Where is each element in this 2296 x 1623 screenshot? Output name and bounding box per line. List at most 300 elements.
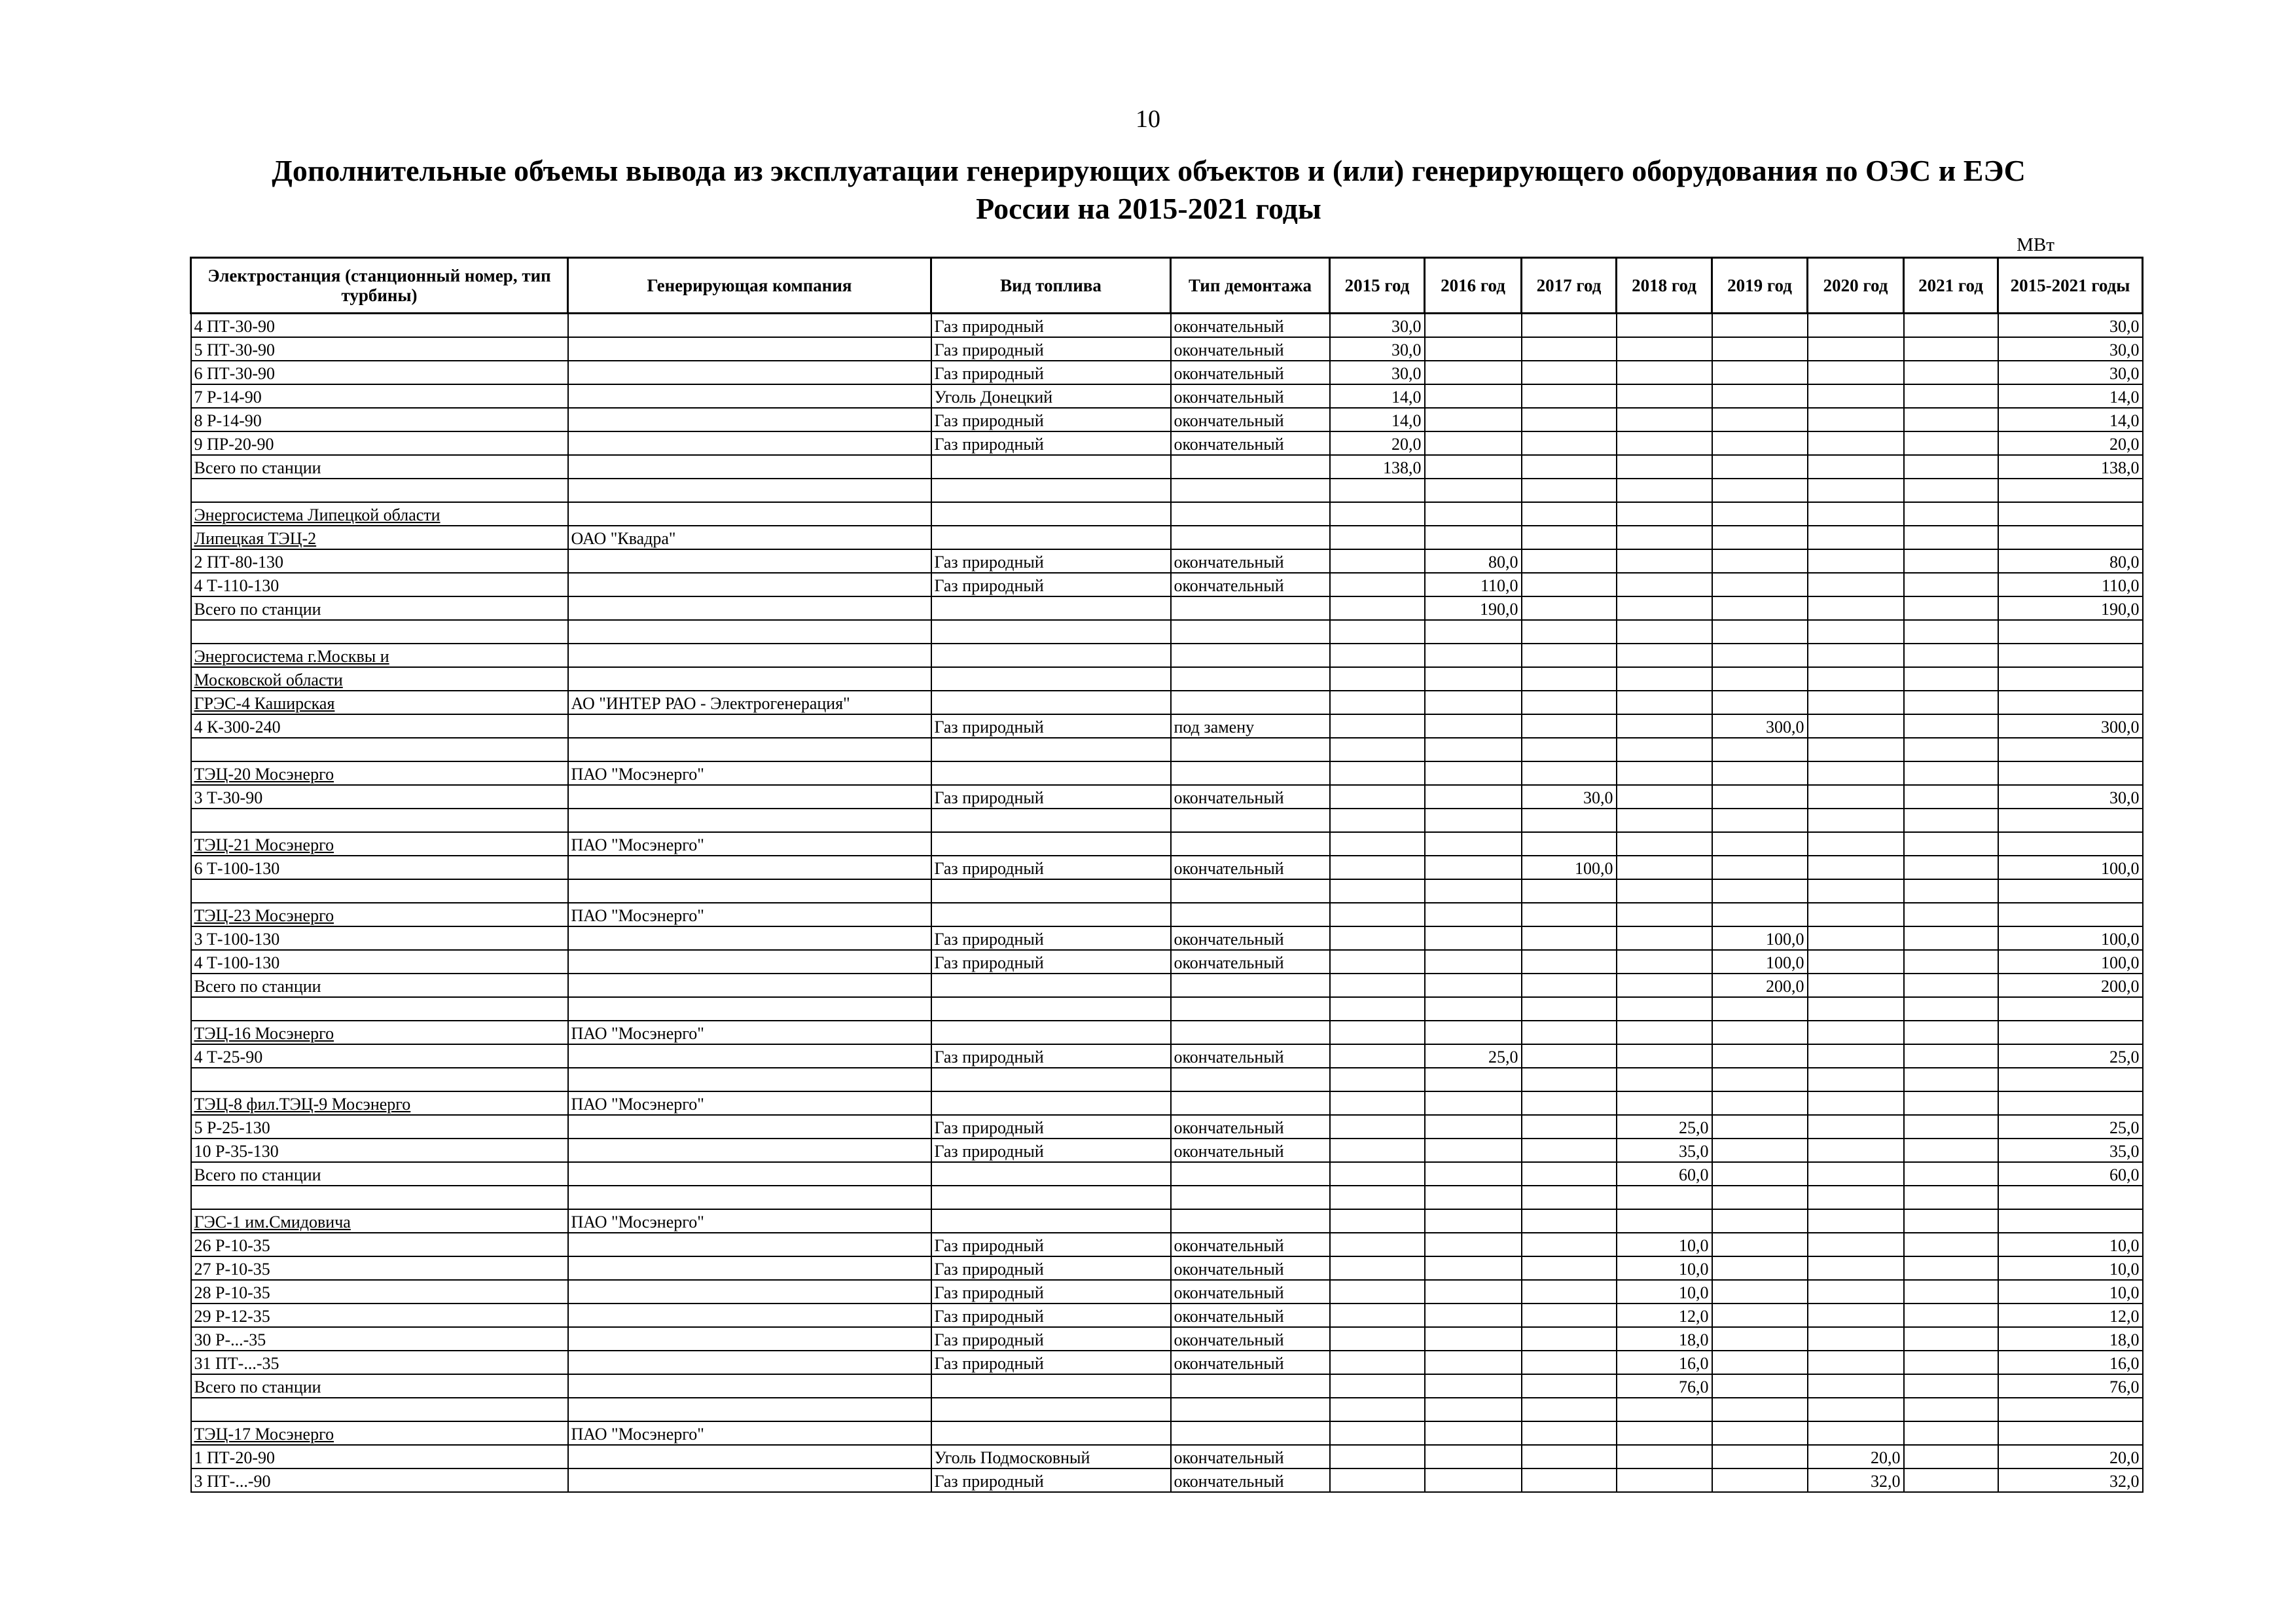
table-row: [191, 997, 2143, 1021]
cell-y2019: [1712, 337, 1808, 361]
cell-y2016: [1425, 337, 1522, 361]
cell-dismantle: окончательный: [1171, 926, 1330, 950]
cell-y2018: [1617, 1021, 1712, 1044]
cell-fuel: Уголь Подмосковный: [931, 1445, 1171, 1468]
cell-y2020: [1808, 1209, 1904, 1233]
cell-y2020: [1808, 1256, 1904, 1280]
cell-y2016: [1425, 1139, 1522, 1162]
cell-total: 30,0: [1998, 314, 2143, 338]
cell-total: 25,0: [1998, 1044, 2143, 1068]
cell-fuel: Газ природный: [931, 950, 1171, 974]
cell-y2019: [1712, 903, 1808, 926]
cell-y2015: [1330, 1445, 1425, 1468]
cell-y2017: [1522, 1421, 1617, 1445]
unit-label: МВт: [2017, 234, 2054, 255]
cell-y2020: [1808, 1115, 1904, 1139]
cell-dismantle: окончательный: [1171, 431, 1330, 455]
cell-y2015: [1330, 1421, 1425, 1445]
cell-y2015: [1330, 596, 1425, 620]
cell-y2016: [1425, 431, 1522, 455]
cell-y2016: [1425, 361, 1522, 384]
cell-y2017: [1522, 950, 1617, 974]
cell-company: [568, 549, 931, 573]
cell-company: [568, 1256, 931, 1280]
cell-y2020: [1808, 1186, 1904, 1209]
cell-y2018: [1617, 314, 1712, 338]
cell-y2015: [1330, 502, 1425, 526]
table-row: [191, 1139, 2143, 1162]
cell-y2017: [1522, 1115, 1617, 1139]
cell-station: [191, 738, 568, 761]
cell-y2016: [1425, 479, 1522, 502]
cell-y2021: [1904, 1445, 1998, 1468]
cell-y2017: [1522, 1021, 1617, 1044]
cell-y2019: [1712, 879, 1808, 903]
table-row: [191, 408, 2143, 431]
cell-station: ТЭЦ-17 Мосэнерго: [191, 1421, 568, 1445]
cell-fuel: Газ природный: [931, 714, 1171, 738]
cell-y2016: [1425, 667, 1522, 691]
cell-total: 10,0: [1998, 1256, 2143, 1280]
cell-y2017: [1522, 361, 1617, 384]
cell-y2016: [1425, 1421, 1522, 1445]
cell-y2021: [1904, 549, 1998, 573]
cell-station: Всего по станции: [191, 1374, 568, 1398]
cell-y2020: [1808, 785, 1904, 809]
cell-dismantle: окончательный: [1171, 1233, 1330, 1256]
cell-y2021: [1904, 761, 1998, 785]
cell-station: Энергосистема Липецкой области: [191, 502, 568, 526]
cell-dismantle: окончательный: [1171, 1327, 1330, 1351]
cell-y2019: [1712, 809, 1808, 832]
cell-y2020: [1808, 644, 1904, 667]
cell-y2020: [1808, 384, 1904, 408]
cell-y2015: [1330, 761, 1425, 785]
cell-fuel: [931, 596, 1171, 620]
cell-station: [191, 620, 568, 644]
cell-y2016: [1425, 926, 1522, 950]
cell-y2016: [1425, 950, 1522, 974]
cell-dismantle: [1171, 1398, 1330, 1421]
cell-y2015: [1330, 1398, 1425, 1421]
cell-company: [568, 926, 931, 950]
cell-y2018: [1617, 479, 1712, 502]
cell-y2019: [1712, 384, 1808, 408]
table-row: [191, 1374, 2143, 1398]
table-row: [191, 644, 2143, 667]
cell-y2020: [1808, 408, 1904, 431]
col-header-2015: 2015 год: [1330, 258, 1425, 314]
cell-y2019: [1712, 1162, 1808, 1186]
cell-station: Всего по станции: [191, 974, 568, 997]
cell-company: [568, 596, 931, 620]
cell-fuel: [931, 809, 1171, 832]
cell-y2021: [1904, 997, 1998, 1021]
cell-y2017: [1522, 809, 1617, 832]
cell-total: 138,0: [1998, 455, 2143, 479]
cell-y2021: [1904, 644, 1998, 667]
cell-total: [1998, 644, 2143, 667]
cell-y2017: [1522, 926, 1617, 950]
cell-y2016: [1425, 1351, 1522, 1374]
table-row: [191, 1280, 2143, 1304]
cell-company: [568, 1374, 931, 1398]
cell-total: [1998, 1421, 2143, 1445]
table-row: [191, 714, 2143, 738]
cell-station: 7 Р-14-90: [191, 384, 568, 408]
cell-y2018: [1617, 1044, 1712, 1068]
cell-y2020: [1808, 1327, 1904, 1351]
table-row: [191, 1233, 2143, 1256]
cell-y2016: [1425, 1374, 1522, 1398]
cell-fuel: [931, 620, 1171, 644]
cell-y2021: [1904, 479, 1998, 502]
cell-y2017: [1522, 384, 1617, 408]
table-row: [191, 667, 2143, 691]
cell-y2015: [1330, 1209, 1425, 1233]
cell-fuel: [931, 502, 1171, 526]
cell-fuel: [931, 1162, 1171, 1186]
cell-y2021: [1904, 1398, 1998, 1421]
cell-y2019: [1712, 1233, 1808, 1256]
cell-y2016: [1425, 1115, 1522, 1139]
table-row: [191, 1327, 2143, 1351]
cell-y2017: [1522, 691, 1617, 714]
cell-company: ПАО "Мосэнерго": [568, 903, 931, 926]
cell-y2019: [1712, 1256, 1808, 1280]
cell-y2015: [1330, 1280, 1425, 1304]
cell-y2020: [1808, 1421, 1904, 1445]
cell-y2017: [1522, 1162, 1617, 1186]
cell-company: [568, 1280, 931, 1304]
cell-y2020: [1808, 573, 1904, 596]
cell-y2019: [1712, 1327, 1808, 1351]
cell-company: [568, 974, 931, 997]
cell-station: 4 Т-110-130: [191, 573, 568, 596]
cell-total: 35,0: [1998, 1139, 2143, 1162]
cell-y2020: [1808, 761, 1904, 785]
cell-y2018: [1617, 502, 1712, 526]
cell-fuel: Газ природный: [931, 549, 1171, 573]
cell-y2019: 200,0: [1712, 974, 1808, 997]
cell-y2017: [1522, 1233, 1617, 1256]
cell-company: [568, 1351, 931, 1374]
cell-station: 5 Р-25-130: [191, 1115, 568, 1139]
table-row: [191, 691, 2143, 714]
cell-company: [568, 431, 931, 455]
cell-company: [568, 809, 931, 832]
cell-dismantle: окончательный: [1171, 361, 1330, 384]
cell-y2021: [1904, 1468, 1998, 1492]
cell-company: [568, 337, 931, 361]
cell-y2021: [1904, 596, 1998, 620]
cell-y2019: [1712, 1280, 1808, 1304]
cell-total: [1998, 620, 2143, 644]
table-row: [191, 1186, 2143, 1209]
cell-total: 25,0: [1998, 1115, 2143, 1139]
cell-y2018: [1617, 573, 1712, 596]
cell-y2019: [1712, 1044, 1808, 1068]
cell-station: Энергосистема г.Москвы и: [191, 644, 568, 667]
cell-fuel: Газ природный: [931, 785, 1171, 809]
cell-y2015: [1330, 738, 1425, 761]
cell-y2015: [1330, 1091, 1425, 1115]
cell-dismantle: [1171, 974, 1330, 997]
cell-company: [568, 1139, 931, 1162]
cell-y2019: [1712, 596, 1808, 620]
cell-fuel: [931, 455, 1171, 479]
col-header-station: Электростанция (станционный номер, тип турбины): [191, 258, 568, 314]
cell-y2021: [1904, 1256, 1998, 1280]
cell-y2019: [1712, 1398, 1808, 1421]
cell-y2021: [1904, 691, 1998, 714]
table-row: [191, 974, 2143, 997]
cell-y2017: [1522, 1091, 1617, 1115]
cell-y2015: [1330, 1233, 1425, 1256]
cell-dismantle: [1171, 596, 1330, 620]
cell-y2017: [1522, 431, 1617, 455]
cell-y2015: 20,0: [1330, 431, 1425, 455]
cell-y2015: [1330, 691, 1425, 714]
cell-y2018: [1617, 879, 1712, 903]
cell-total: [1998, 809, 2143, 832]
cell-y2020: [1808, 1351, 1904, 1374]
cell-y2015: [1330, 1115, 1425, 1139]
table-row: [191, 549, 2143, 573]
cell-station: 10 Р-35-130: [191, 1139, 568, 1162]
cell-dismantle: окончательный: [1171, 549, 1330, 573]
cell-fuel: [931, 761, 1171, 785]
cell-dismantle: [1171, 455, 1330, 479]
cell-y2018: [1617, 785, 1712, 809]
cell-company: [568, 1468, 931, 1492]
cell-dismantle: окончательный: [1171, 1044, 1330, 1068]
cell-dismantle: окончательный: [1171, 314, 1330, 338]
cell-company: [568, 644, 931, 667]
cell-y2016: [1425, 1162, 1522, 1186]
cell-company: [568, 1445, 931, 1468]
table-row: [191, 620, 2143, 644]
cell-y2015: [1330, 714, 1425, 738]
cell-y2017: [1522, 667, 1617, 691]
cell-y2019: [1712, 856, 1808, 879]
cell-y2015: [1330, 809, 1425, 832]
cell-y2021: [1904, 1186, 1998, 1209]
cell-y2018: 18,0: [1617, 1327, 1712, 1351]
cell-y2016: [1425, 1398, 1522, 1421]
cell-y2021: [1904, 1162, 1998, 1186]
cell-y2017: [1522, 314, 1617, 338]
cell-y2019: [1712, 644, 1808, 667]
cell-company: [568, 408, 931, 431]
cell-dismantle: окончательный: [1171, 408, 1330, 431]
cell-dismantle: [1171, 1021, 1330, 1044]
table-body: [191, 314, 2143, 1493]
cell-fuel: [931, 691, 1171, 714]
cell-dismantle: [1171, 809, 1330, 832]
cell-station: 3 Т-100-130: [191, 926, 568, 950]
cell-company: [568, 714, 931, 738]
cell-y2020: [1808, 1139, 1904, 1162]
cell-y2020: [1808, 1044, 1904, 1068]
col-header-company: Генерирующая компания: [568, 258, 931, 314]
cell-dismantle: [1171, 644, 1330, 667]
cell-station: 27 Р-10-35: [191, 1256, 568, 1280]
cell-y2015: [1330, 644, 1425, 667]
cell-y2015: [1330, 1021, 1425, 1044]
cell-fuel: [931, 1186, 1171, 1209]
cell-y2021: [1904, 314, 1998, 338]
cell-y2019: [1712, 1209, 1808, 1233]
cell-y2021: [1904, 1139, 1998, 1162]
cell-total: 18,0: [1998, 1327, 2143, 1351]
cell-dismantle: [1171, 1421, 1330, 1445]
cell-total: 10,0: [1998, 1280, 2143, 1304]
cell-y2017: [1522, 1304, 1617, 1327]
table-row: [191, 903, 2143, 926]
cell-y2017: [1522, 1186, 1617, 1209]
cell-total: 12,0: [1998, 1304, 2143, 1327]
cell-company: [568, 479, 931, 502]
cell-total: [1998, 1068, 2143, 1091]
cell-dismantle: окончательный: [1171, 1468, 1330, 1492]
cell-company: [568, 620, 931, 644]
cell-total: [1998, 526, 2143, 549]
cell-y2017: [1522, 1445, 1617, 1468]
cell-fuel: Газ природный: [931, 314, 1171, 338]
cell-station: [191, 809, 568, 832]
cell-total: [1998, 1186, 2143, 1209]
cell-company: ПАО "Мосэнерго": [568, 832, 931, 856]
cell-company: [568, 997, 931, 1021]
cell-y2018: [1617, 1068, 1712, 1091]
table-row: [191, 1021, 2143, 1044]
cell-fuel: [931, 1398, 1171, 1421]
cell-station: ТЭЦ-8 фил.ТЭЦ-9 Мосэнерго: [191, 1091, 568, 1115]
cell-y2017: [1522, 1280, 1617, 1304]
cell-fuel: [931, 526, 1171, 549]
cell-y2015: [1330, 1374, 1425, 1398]
col-header-dismantle: Тип демонтажа: [1171, 258, 1330, 314]
cell-station: [191, 479, 568, 502]
table-row: [191, 809, 2143, 832]
cell-y2015: [1330, 526, 1425, 549]
cell-y2021: [1904, 1044, 1998, 1068]
cell-y2018: [1617, 620, 1712, 644]
cell-y2017: [1522, 974, 1617, 997]
cell-y2021: [1904, 526, 1998, 549]
cell-company: [568, 667, 931, 691]
cell-y2015: [1330, 1068, 1425, 1091]
cell-dismantle: [1171, 526, 1330, 549]
cell-y2017: [1522, 738, 1617, 761]
cell-total: [1998, 691, 2143, 714]
cell-y2018: [1617, 997, 1712, 1021]
cell-station: ТЭЦ-16 Мосэнерго: [191, 1021, 568, 1044]
decommission-table: [190, 257, 2144, 1493]
cell-dismantle: окончательный: [1171, 573, 1330, 596]
cell-station: 3 Т-30-90: [191, 785, 568, 809]
cell-y2019: [1712, 1091, 1808, 1115]
cell-y2020: [1808, 667, 1904, 691]
cell-y2018: 76,0: [1617, 1374, 1712, 1398]
cell-y2017: [1522, 1256, 1617, 1280]
cell-y2015: [1330, 1186, 1425, 1209]
cell-company: [568, 1398, 931, 1421]
cell-station: 31 ПТ-...-35: [191, 1351, 568, 1374]
cell-y2015: 30,0: [1330, 314, 1425, 338]
table-row: [191, 950, 2143, 974]
cell-y2015: [1330, 1327, 1425, 1351]
cell-total: 100,0: [1998, 950, 2143, 974]
cell-y2019: [1712, 738, 1808, 761]
cell-station: ГРЭС-4 Каширская: [191, 691, 568, 714]
table-row: [191, 832, 2143, 856]
cell-station: Липецкая ТЭЦ-2: [191, 526, 568, 549]
cell-y2015: [1330, 856, 1425, 879]
cell-y2019: 300,0: [1712, 714, 1808, 738]
cell-company: [568, 1162, 931, 1186]
cell-y2021: [1904, 785, 1998, 809]
cell-y2020: [1808, 596, 1904, 620]
cell-y2018: [1617, 431, 1712, 455]
cell-y2021: [1904, 1021, 1998, 1044]
cell-y2018: 12,0: [1617, 1304, 1712, 1327]
cell-fuel: Газ природный: [931, 431, 1171, 455]
cell-y2018: [1617, 644, 1712, 667]
cell-y2020: [1808, 431, 1904, 455]
cell-y2018: [1617, 950, 1712, 974]
cell-y2017: [1522, 714, 1617, 738]
cell-fuel: [931, 1374, 1171, 1398]
cell-y2016: [1425, 1327, 1522, 1351]
cell-company: [568, 738, 931, 761]
cell-y2018: [1617, 337, 1712, 361]
cell-y2016: [1425, 1304, 1522, 1327]
cell-y2020: [1808, 903, 1904, 926]
cell-y2018: [1617, 361, 1712, 384]
table-row: [191, 361, 2143, 384]
cell-dismantle: [1171, 1068, 1330, 1091]
cell-fuel: Газ природный: [931, 1304, 1171, 1327]
cell-dismantle: окончательный: [1171, 950, 1330, 974]
table-row: [191, 384, 2143, 408]
table-row: [191, 1209, 2143, 1233]
cell-total: [1998, 761, 2143, 785]
cell-company: [568, 1044, 931, 1068]
cell-dismantle: [1171, 903, 1330, 926]
cell-company: ПАО "Мосэнерго": [568, 1091, 931, 1115]
cell-y2017: [1522, 526, 1617, 549]
cell-y2018: [1617, 1186, 1712, 1209]
cell-y2016: [1425, 1233, 1522, 1256]
cell-y2020: [1808, 1091, 1904, 1115]
cell-y2019: [1712, 479, 1808, 502]
cell-y2020: [1808, 809, 1904, 832]
cell-y2020: [1808, 620, 1904, 644]
cell-y2018: 10,0: [1617, 1233, 1712, 1256]
cell-company: [568, 1068, 931, 1091]
cell-station: ТЭЦ-21 Мосэнерго: [191, 832, 568, 856]
table-row: [191, 573, 2143, 596]
cell-y2016: [1425, 1280, 1522, 1304]
cell-station: [191, 997, 568, 1021]
cell-dismantle: [1171, 1091, 1330, 1115]
cell-fuel: [931, 1421, 1171, 1445]
cell-total: 190,0: [1998, 596, 2143, 620]
cell-y2019: [1712, 455, 1808, 479]
cell-fuel: [931, 1068, 1171, 1091]
